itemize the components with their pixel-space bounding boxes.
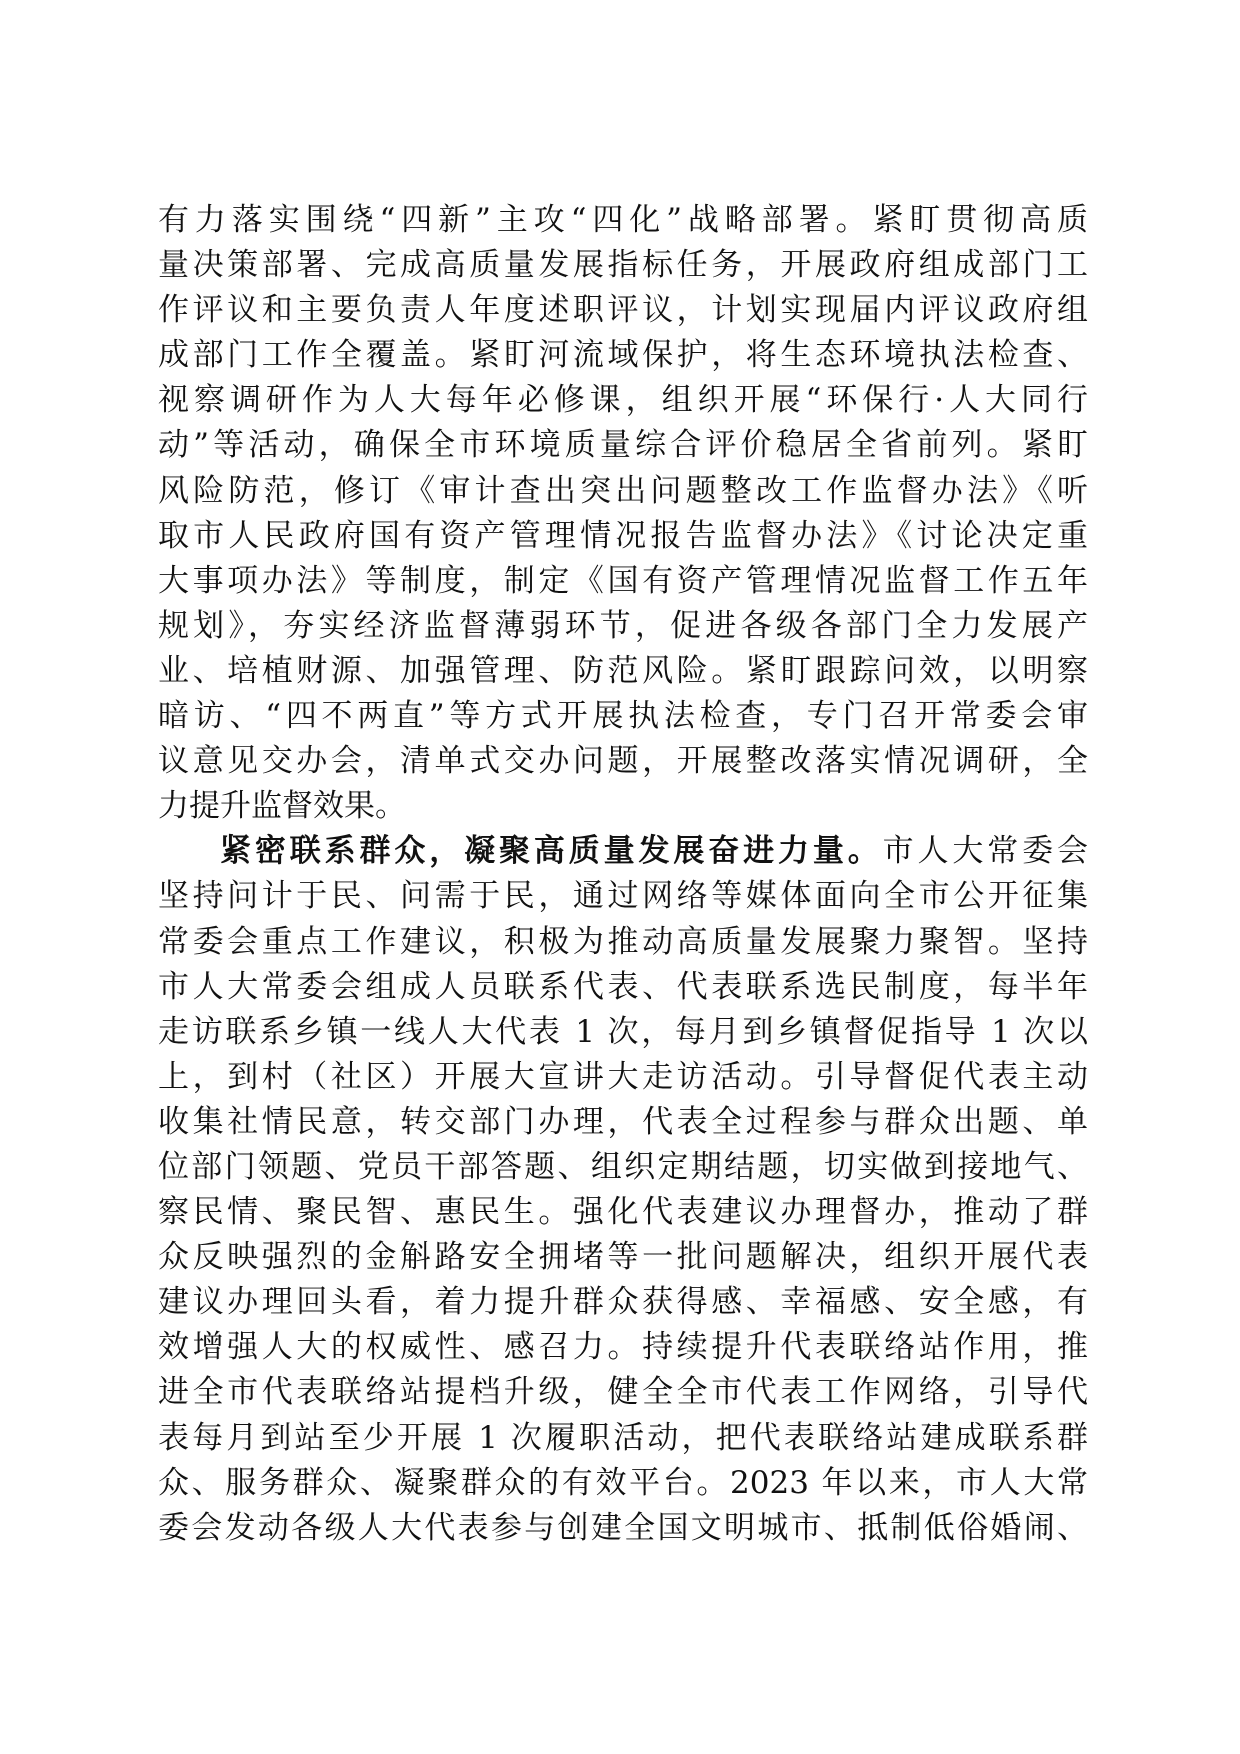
text-line: 表每月到站至少开展 1 次履职活动，把代表联络站建成联系群 — [158, 1419, 1088, 1456]
text-line: 常委会重点工作建议，积极为推动高质量发展聚力聚智。坚持 — [158, 923, 1088, 960]
text-line: 位部门领题、党员干部答题、组织定期结题，切实做到接地气、 — [158, 1148, 1088, 1185]
text-line: 效增强人大的权威性、感召力。持续提升代表联络站作用，推 — [158, 1329, 1088, 1366]
text-line: 众、服务群众、凝聚群众的有效平台。2023 年以来，市人大常 — [158, 1464, 1088, 1501]
text-line: 暗访、“四不两直”等方式开展执法检查，专门召开常委会审 — [158, 698, 1088, 735]
text-line: 上，到村（社区）开展大宣讲大走访活动。引导督促代表主动 — [158, 1058, 1088, 1095]
text-line: 委会发动各级人大代表参与创建全国文明城市、抵制低俗婚闹、 — [158, 1509, 1088, 1546]
text-line: 走访联系乡镇一线人大代表 1 次，每月到乡镇督促指导 1 次以 — [158, 1013, 1088, 1050]
text-line — [158, 829, 1088, 874]
text-line: 量决策部署、完成高质量发展指标任务，开展政府组成部门工 — [158, 247, 1088, 284]
text-line: 力提升监督效果。 — [158, 788, 406, 825]
text-line: 建议办理回头看，着力提升群众获得感、幸福感、安全感，有 — [158, 1284, 1088, 1321]
paragraph-contact-masses — [158, 829, 1088, 1551]
text-line: 作评议和主要负责人年度述职评议，计划实现届内评议政府组 — [158, 292, 1088, 329]
text-line: 收集社情民意，转交部门办理，代表全过程参与群众出题、单 — [158, 1103, 1088, 1140]
heading-line-rest: 市人大常委会 — [882, 833, 1088, 870]
text-line: 业、培植财源、加强管理、防范风险。紧盯跟踪问效，以明察 — [158, 652, 1088, 689]
text-line: 进全市代表联络站提档升级，健全全市代表工作网络，引导代 — [158, 1374, 1088, 1411]
text-line: 动”等活动，确保全市环境质量综合评价稳居全省前列。紧盯 — [158, 427, 1088, 464]
text-line: 风险防范，修订《审计查出突出问题整改工作监督办法》《听 — [158, 472, 1088, 509]
paragraph-monitoring — [158, 198, 1088, 829]
text-line: 众反映强烈的金斛路安全拥堵等一批问题解决，组织开展代表 — [158, 1239, 1088, 1276]
text-line: 议意见交办会，清单式交办问题，开展整改落实情况调研，全 — [158, 743, 1088, 780]
paragraph-heading: 紧密联系群众，凝聚高质量发展奋进力量。 — [220, 833, 883, 870]
text-line: 视察调研作为人大每年必修课，组织开展“环保行·人大同行 — [158, 382, 1088, 419]
text-line: 取市人民政府国有资产管理情况报告监督办法》《讨论决定重 — [158, 517, 1088, 554]
text-line: 市人大常委会组成人员联系代表、代表联系选民制度，每半年 — [158, 968, 1088, 1005]
body-text — [158, 198, 1088, 1551]
text-line: 规划》，夯实经济监督薄弱环节，促进各级各部门全力发展产 — [158, 607, 1088, 644]
text-line: 察民情、聚民智、惠民生。强化代表建议办理督办，推动了群 — [158, 1194, 1088, 1231]
text-line: 成部门工作全覆盖。紧盯河流域保护，将生态环境执法检查、 — [158, 337, 1088, 374]
text-line: 坚持问计于民、问需于民，通过网络等媒体面向全市公开征集 — [158, 878, 1088, 915]
text-line: 有力落实围绕“四新”主攻“四化”战略部署。紧盯贯彻高质 — [158, 202, 1088, 238]
text-line: 大事项办法》等制度，制定《国有资产管理情况监督工作五年 — [158, 562, 1088, 599]
